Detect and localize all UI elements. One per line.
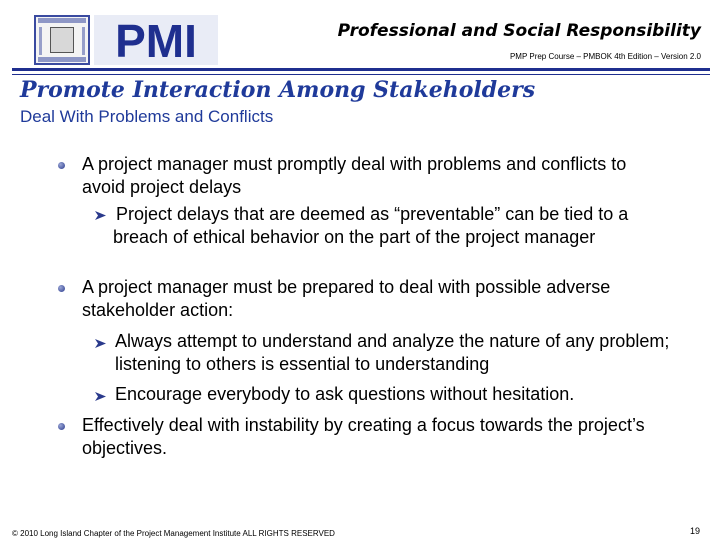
arrow-bullet-icon — [95, 392, 106, 401]
sub-bullet-item: Always attempt to understand and analyze the nature of any problem; listening to others is essential to understanding — [115, 331, 670, 374]
slide-title: Promote Interaction Among Stakeholders — [20, 77, 536, 103]
bullet-item: A project manager must be prepared to deal with possible adverse stakeholder action: — [82, 277, 611, 320]
bullet-item: A project manager must promptly deal with problems and conflicts to avoid project delays — [82, 154, 627, 197]
page-number: 19 — [689, 526, 700, 536]
sub-bullet-item: Encourage everybody to ask questions without hesitation. — [115, 384, 575, 404]
arrow-bullet-icon — [95, 339, 106, 348]
header-divider-thin — [12, 74, 710, 75]
header-divider — [12, 68, 710, 71]
footer-copyright: © 2010 Long Island Chapter of the Project Management Institute ALL RIGHTS RESERVED — [12, 529, 335, 538]
pmi-wordmark — [94, 15, 218, 65]
chapter-seal-icon — [34, 15, 90, 65]
header-title: Professional and Social Responsibility — [337, 21, 701, 41]
svg-text:PMI: PMI — [115, 15, 197, 65]
bullet-item: Effectively deal with instability by creating a focus towards the project’s objectives. — [82, 415, 645, 458]
round-bullet-icon — [58, 423, 65, 430]
round-bullet-icon — [58, 162, 65, 169]
round-bullet-icon — [58, 285, 65, 292]
slide-subtitle: Deal With Problems and Conflicts — [20, 107, 274, 126]
pmi-logo — [12, 13, 218, 65]
arrow-bullet-icon — [95, 211, 106, 220]
sub-bullet-item: Project delays that are deemed as “preventable” can be tied to a breach of ethical behavior on the part of the project manager — [113, 204, 629, 247]
header-subtitle: PMP Prep Course – PMBOK 4th Edition – Version 2.0 — [509, 52, 701, 61]
